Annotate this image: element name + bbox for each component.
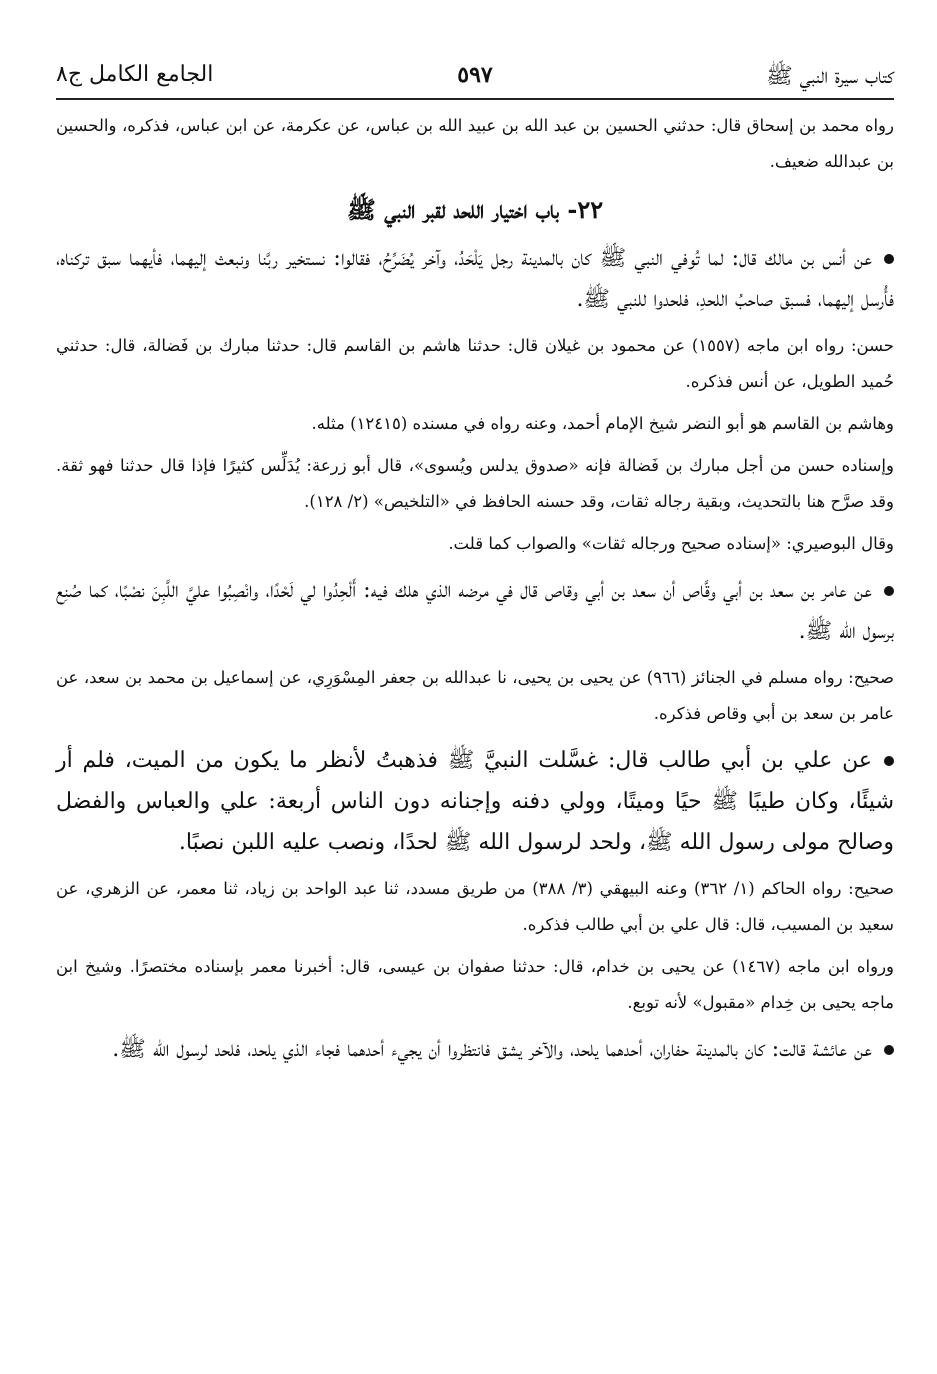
hadith-2-text: عن عامر بن سعد بن أبي وقَّاص أن سعد بن أبي وقاص قال في مرضه الذي هلك فيه: أَلْحِدُوا لي لَحْدًا، وانْصِبُوا عليَّ اللَّبِنَ نصْبًا، كما صُنِع برسول الله ﷺ. [56,578,894,644]
hadith-1-note-4: وقال البوصيري: «إسناده صحيح ورجاله ثقات» والصواب كما قلت. [448,534,894,553]
bullet-icon [884,586,894,596]
hadith-4 [56,1029,894,1070]
running-header [56,48,894,100]
hadith-1 [56,238,894,320]
chapter-title: ٢٢- باب اختيار اللحد لقبر النبي ﷺ [346,195,604,224]
hadith-1-notes [56,328,894,562]
hadith-4-text: عن عائشة قالت: كان بالمدينة حفاران، أحدهما يلحد، والآخر يشق فانتظروا أن يجيء أحدهما فجاء الذي يلحد، فلحد لرسول الله ﷺ. [112,1037,872,1062]
hadith-1-note-2: وهاشم بن القاسم هو أبو النضر شيخ الإمام أحمد، وعنه رواه في مسنده (١٢٤١٥) مثله. [311,414,894,433]
hadith-1-text: عن أنس بن مالك قال: لما تُوفي النبي ﷺ كان بالمدينة رجل يَلْحَدُ، وآخر يُضَرِّحُ، فقالوا: نستخير ربَّنا ونبعث إليهما، فأيهما سبق تركناه، فأُرسل إليهما، فسبق صاحبُ اللحدِ، فلحدوا للنبي ﷺ. [56,246,894,312]
hadith-2-note-1: صحيح: رواه مسلم في الجنائز (٩٦٦) عن يحيى بن يحيى، نا عبدالله بن جعفر المِسْوَرِي، عن إسماعيل بن محمد بن سعد، عن عامر بن سعد بن أبي وقاص فذكره. [56,668,894,723]
hadith-3 [56,740,894,863]
page-number: ٥٩٧ [457,62,493,88]
hadith-2-notes [56,660,894,732]
hadith-2 [56,570,894,652]
book-title: كتاب سيرة النبي ﷺ [766,64,894,89]
hadith-3-notes [56,871,894,1021]
bullet-icon [884,254,894,264]
hadith-3-text: عن علي بن أبي طالب قال: غسَّلت النبيَّ ﷺ فذهبتُ لأنظر ما يكون من الميت، فلم أر شيئًا، وكان طيبًا ﷺ حيًا وميتًا، وولي دفنه وإجنانه دون الناس أربعة: علي والعباس والفضل وصالح مولى رسول الله ﷺ، ولحد لرسول الله ﷺ لحدًا، ونصب عليه اللبن نصبًا. [56,748,894,855]
hadith-1-note-1: حسن: رواه ابن ماجه (١٥٥٧) عن محمود بن غيلان قال: حدثنا هاشم بن القاسم قال: حدثنا مبارك بن فَضالة، قال: حدثني حُميد الطويل، عن أنس فذكره. [56,336,894,391]
intro-note: رواه محمد بن إسحاق قال: حدثني الحسين بن عبد الله بن عبيد الله بن عباس، عن عكرمة، عن ابن عباس، فذكره، والحسين بن عبدالله ضعيف. [56,116,894,171]
bullet-icon [884,756,894,766]
hadith-1-note-3: وإسناده حسن من أجل مبارك بن فَضالة فإنه «صدوق يدلس ويُسوى»، قال أبو زرعة: يُدَلِّس كثيرًا فإذا قال حدثنا فهو ثقة. وقد صرَّح هنا بالتحديث، وبقية رجاله ثقات، وقد حسنه الحافظ في «التلخيص» (٢/ ١٢٨). [56,456,894,511]
bullet-icon [884,1045,894,1055]
hadith-3-note-1: صحيح: رواه الحاكم (١/ ٣٦٢) وعنه البيهقي (٣/ ٣٨٨) من طريق مسدد، ثنا عبد الواحد بن زياد، ثنا معمر، عن الزهري، عن سعيد بن المسيب، قال: قال علي بن أبي طالب فذكره. [56,879,895,934]
document-page [56,48,894,1070]
series-title: الجامع الكامل ج٨ [56,62,214,87]
hadith-3-note-2: ورواه ابن ماجه (١٤٦٧) عن يحيى بن خدام، قال: حدثنا صفوان بن عيسى، قال: أخبرنا معمر بإسناده مختصرًا. وشيخ ابن ماجه يحيى بن خِدام «مقبول» لأنه توبع. [56,957,895,1012]
